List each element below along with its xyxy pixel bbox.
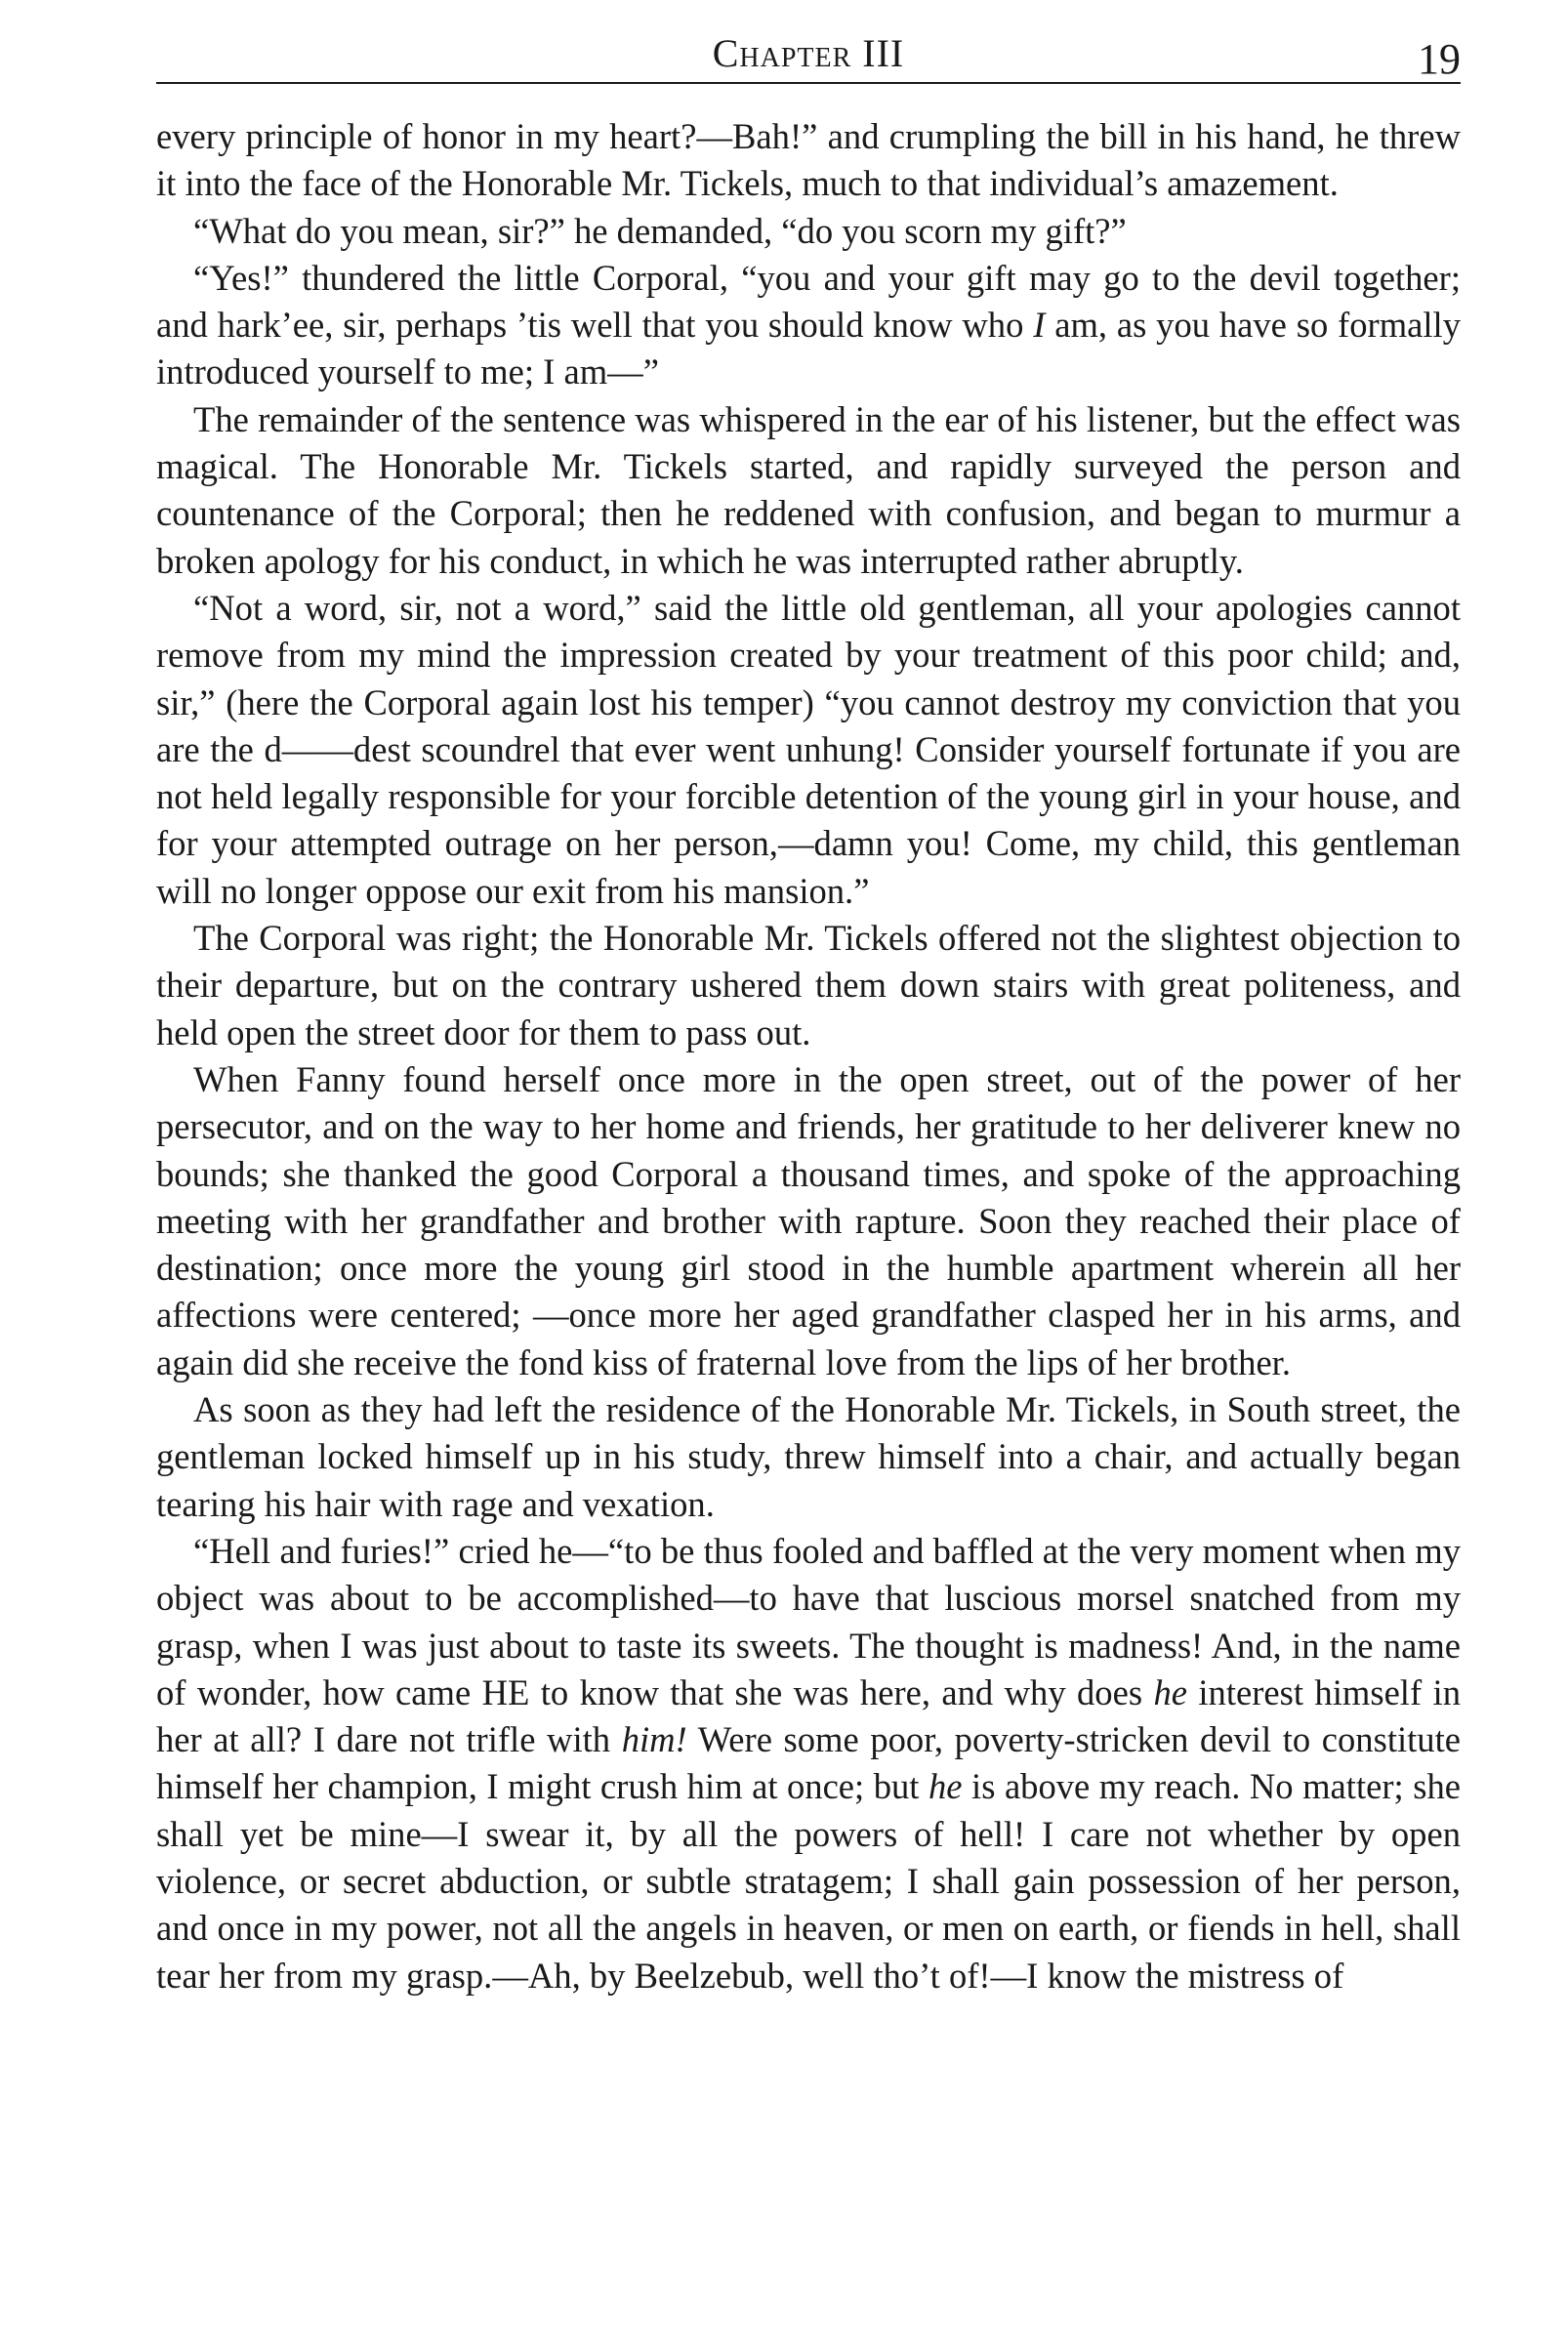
chapter-title: Chapter III: [712, 31, 905, 75]
running-head: [156, 25, 1461, 82]
text-run: “What do you mean, sir?” he demanded, “do you scorn my gift?”: [193, 210, 1127, 251]
text-run: The Corporal was right; the Honorable Mr. Tickels offered not the slightest objection to their departure, but on the contrary ushered them down stairs with great politeness, and held open the street door for them to pass out.: [156, 918, 1461, 1052]
text-run: am, as you have so formally introduced yourself to me; I am—”: [156, 305, 1462, 392]
text-run: When Fanny found herself once more in the open street, out of the power of her persecutor, and on the way to her home and friends, her gratitude to her deliverer knew no bounds; she thanked the good Corporal a thousand times, and spoke of the approaching meeting with her grandfather and brother with rapture. Soon they reached their place of destination; once more the young girl stood in the humble apartment wherein all her affections were centered; —once more her aged grandfather clasped her in his arms, and again did she receive the fond kiss of fraternal love from the lips of her brother.: [156, 1058, 1461, 1382]
text-run: interest himself in her at all? I dare not trifle with: [156, 1671, 1461, 1760]
paragraph: [156, 585, 1461, 915]
text-run: “Yes!” thundered the little Corporal, “you and your gift may go to the devil together; and hark’ee, sir, perhaps ’tis well that you should know who: [156, 257, 1461, 346]
paragraph: [156, 1056, 1461, 1386]
text-run: every principle of honor in my heart?—Bah!” and crumpling the bill in his hand, he threw it into the face of the Honorable Mr. Tickels, much to that individual’s amazement.: [156, 116, 1461, 204]
text-run: “Hell and furies!” cried he—“to be thus fooled and baffled at the very moment when my object was about to be accomplished—to have that luscious morsel snatched from my grasp, when I was just about to taste its sweets. The thought is madness! And, in the name of wonder, how came HE to know that she was here, and why does: [156, 1530, 1461, 1712]
italic-text: he: [1153, 1671, 1187, 1712]
italic-text: I: [1033, 305, 1046, 346]
paragraph: [156, 1528, 1461, 2000]
text-run: Were some poor, poverty-stricken devil to constitute himself her champion, I might crush him at once; but: [156, 1719, 1461, 1807]
text-run: “Not a word, sir, not a word,” said the little old gentleman, all your apologies cannot remove from my mind the impression created by your treatment of this poor child; and, sir,” (here the Corporal again lost his temper) “you cannot destroy my conviction that you are the d——dest scoundrel that ever went unhung! Consider yourself fortunate if you are not held legally responsible for your forcible detention of the young girl in your house, and for your attempted outrage on her person,—damn you! Come, my child, this gentleman will no longer oppose our exit from his mansion.”: [156, 587, 1461, 911]
paragraph: [156, 113, 1461, 208]
paragraph: [156, 1386, 1461, 1528]
page-number: 19: [1418, 35, 1461, 83]
italic-text: him!: [621, 1719, 687, 1760]
italic-text: he: [928, 1766, 963, 1807]
text-run: The remainder of the sentence was whispered in the ear of his listener, but the effect was magical. The Honorable Mr. Tickels started, and rapidly surveyed the person and countenance of the Corporal; then he reddened with confusion, and began to murmur a broken apology for his conduct, in which he was interrupted rather abruptly.: [156, 398, 1461, 581]
paragraph: [156, 915, 1461, 1056]
text-run: is above my reach. No matter; she shall yet be mine—I swear it, by all the powers of hell! I care not whether by open violence, or secret abduction, or subtle stratagem; I shall gain possession of her person, and once in my power, not all the angels in heaven, or men on earth, or fiends in hell, shall tear her from my grasp.—Ah, by Beelzebub, well tho’t of!—I know the mistress of: [156, 1766, 1461, 1996]
paragraph: [156, 208, 1461, 255]
paragraph: [156, 396, 1461, 585]
body-text: [156, 113, 1461, 2000]
paragraph: [156, 255, 1461, 396]
text-run: As soon as they had left the residence of the Honorable Mr. Tickels, in South street, the gentleman locked himself up in his study, threw himself into a chair, and actually began tearing his hair with rage and vexation.: [156, 1389, 1461, 1524]
header-rule: [156, 82, 1461, 84]
